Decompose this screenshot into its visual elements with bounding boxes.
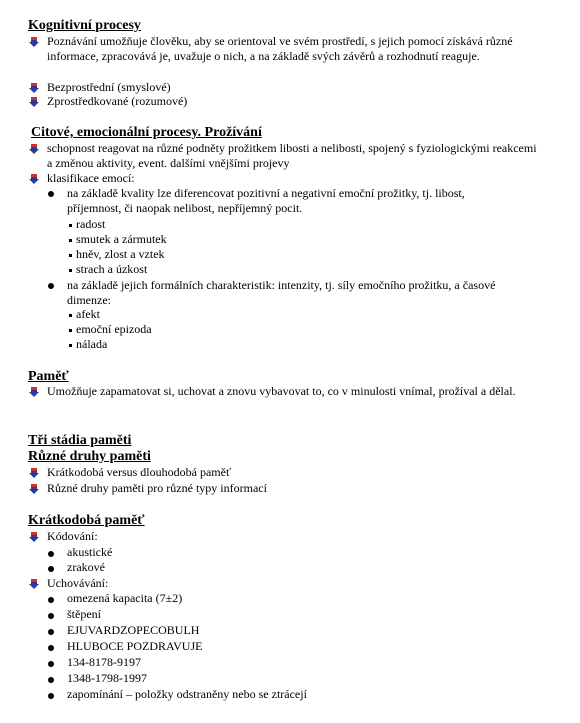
list-item: hněv, zlost a vztek xyxy=(76,247,165,261)
list-item: Kódování: xyxy=(47,529,98,543)
list-item: 134-8178-9197 xyxy=(67,655,141,669)
list-item: Uchovávání: xyxy=(47,576,109,590)
list-item: nálada xyxy=(76,337,108,351)
arrow-down-icon xyxy=(28,36,40,48)
arrow-down-icon xyxy=(28,82,40,94)
square-bullet xyxy=(69,269,72,272)
section-title: Krátkodobá paměť xyxy=(28,513,145,528)
round-bullet xyxy=(48,661,54,667)
list-item: strach a úzkost xyxy=(76,262,148,276)
section-title: Tři stádia paměti xyxy=(28,433,132,448)
list-item: HLUBOCE POZDRAVUJE xyxy=(67,639,203,653)
list-item: zapomínání – položky odstraněny nebo se ztrácejí xyxy=(67,687,307,701)
list-item: smutek a zármutek xyxy=(76,232,167,246)
arrow-down-icon xyxy=(28,531,40,543)
square-bullet xyxy=(69,344,72,347)
list-item: afekt xyxy=(76,307,100,321)
section-subtitle: Různé druhy paměti xyxy=(28,449,151,464)
round-bullet xyxy=(48,283,54,289)
round-bullet xyxy=(48,613,54,619)
list-item: Různé druhy paměti pro různé typy informací xyxy=(47,481,267,495)
list-item: schopnost reagovat na různé podněty prožitkem libosti a nelibosti, spojený s fyziologickými reakcemi a změnou aktivity, event. dalšími vnějšími projevy xyxy=(47,141,537,170)
list-item: Krátkodobá versus dlouhodobá paměť xyxy=(47,465,232,479)
square-bullet xyxy=(69,239,72,242)
section-title: Citové, emocionální procesy. Prožívání xyxy=(31,125,262,140)
section-title: Paměť xyxy=(28,369,69,384)
arrow-down-icon xyxy=(28,578,40,590)
section-title: Kognitivní procesy xyxy=(28,18,141,33)
square-bullet xyxy=(69,254,72,257)
list-item: Bezprostřední (smyslové) xyxy=(47,80,171,94)
arrow-down-icon xyxy=(28,386,40,398)
list-item: klasifikace emocí: xyxy=(47,171,135,185)
list-item: omezená kapacita (7±2) xyxy=(67,591,183,605)
arrow-down-icon xyxy=(28,467,40,479)
round-bullet xyxy=(48,566,54,572)
round-bullet xyxy=(48,677,54,683)
round-bullet xyxy=(48,645,54,651)
arrow-down-icon xyxy=(28,173,40,185)
list-item: na základě jejich formálních charakteristik: intenzity, tj. síly emočního prožitku, a časové dimenze: xyxy=(67,278,496,307)
list-item: 1348-1798-1997 xyxy=(67,671,147,685)
list-item: štěpení xyxy=(67,607,101,621)
arrow-down-icon xyxy=(28,143,40,155)
list-item: emoční epizoda xyxy=(76,322,152,336)
round-bullet xyxy=(48,597,54,603)
square-bullet xyxy=(69,314,72,317)
arrow-down-icon xyxy=(28,483,40,495)
square-bullet xyxy=(69,224,72,227)
arrow-down-icon xyxy=(28,96,40,108)
list-item: na základě kvality lze diferencovat pozitivní a negativní emoční prožitky, tj. libost, příjemnost, či naopak nelibost, nepříjemný pocit. xyxy=(67,186,465,215)
square-bullet xyxy=(69,329,72,332)
round-bullet xyxy=(48,693,54,699)
list-item: zrakové xyxy=(67,560,105,574)
list-item: radost xyxy=(76,217,106,231)
list-item: EJUVARDZOPECOBULH xyxy=(67,623,200,637)
round-bullet xyxy=(48,629,54,635)
list-item: Poznávání umožňuje člověku, aby se orientoval ve svém prostředí, s jejich pomocí získává různé informace, zpracovává je, uvažuje o nich, a na základě svých závěrů a rozhodnutí reaguje. xyxy=(47,34,513,63)
round-bullet xyxy=(48,551,54,557)
list-item: Zprostředkované (rozumové) xyxy=(47,94,188,108)
round-bullet xyxy=(48,191,54,197)
list-item: akustické xyxy=(67,545,113,559)
list-item: Umožňuje zapamatovat si, uchovat a znovu vybavovat to, co v minulosti vnímal, prožíval a dělal. xyxy=(47,384,516,398)
